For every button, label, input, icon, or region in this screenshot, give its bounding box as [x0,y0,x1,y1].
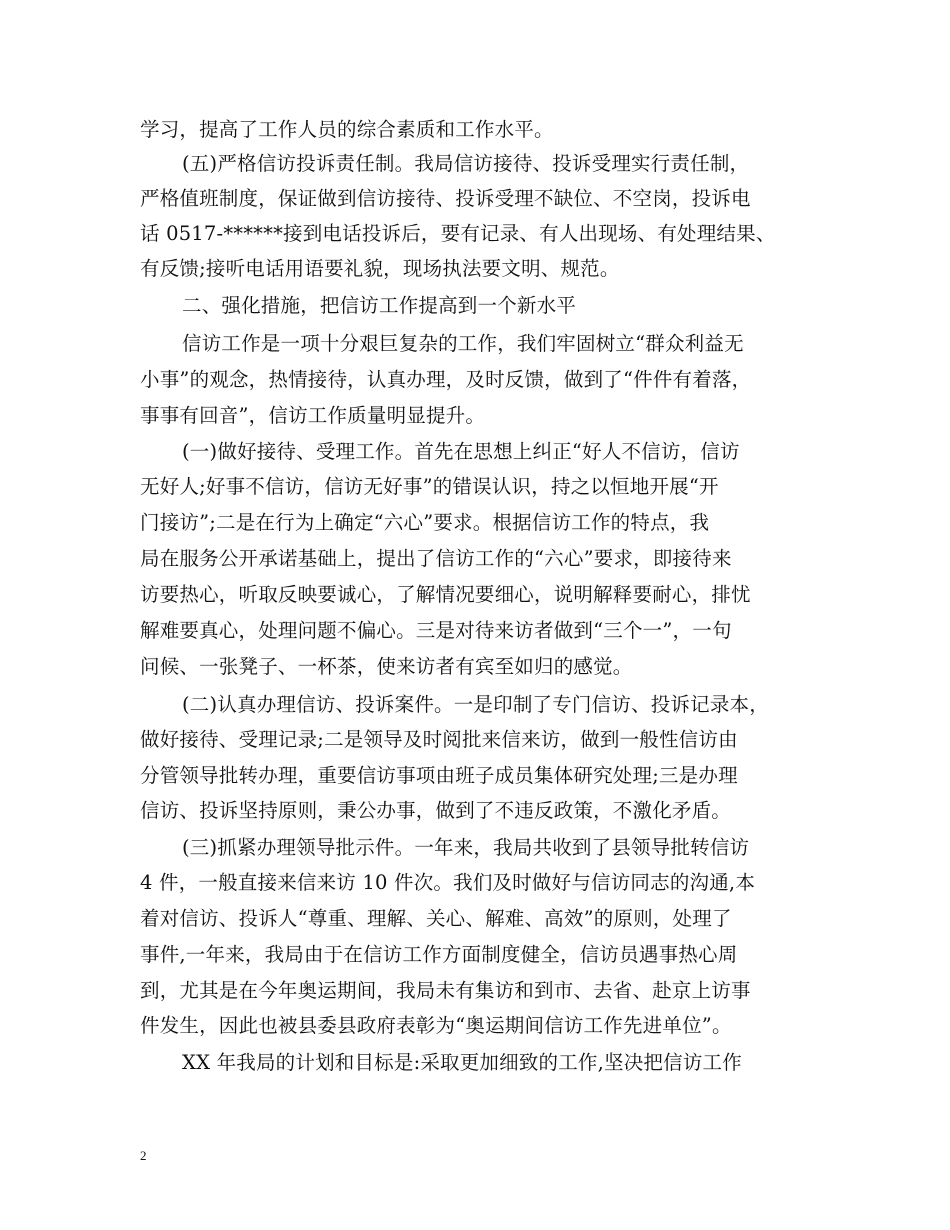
text-line: 事事有回音”，信访工作质量明显提升。 [140,404,486,427]
paragraph-heading-5: (五)严格信访投诉责任制。我局信访接待、投诉受理实行责任制， [182,152,750,175]
paragraph-start: XX 年我局的计划和目标是:采取更加细致的工作,坚决把信访工作 [182,1051,742,1074]
text-line: 门接访”;二是在行为上确定“六心”要求。根据信访工作的特点，我 [140,511,710,534]
section-heading: 二、强化措施，把信访工作提高到一个新水平 [182,294,577,317]
text-line: 问候、一张凳子、一杯茶，使来访者有宾至如归的感觉。 [140,655,633,678]
paragraph-heading-3: (三)抓紧办理领导批示件。一年来，我局共收到了县领导批转信访 [182,836,750,859]
text-line: 着对信访、投诉人“尊重、理解、关心、解难、高效”的原则，处理了 [140,907,732,930]
text-line: 严格值班制度，保证做到信访接待、投诉受理不缺位、不空岗，投诉电 [140,187,751,210]
page-number: 2 [140,1148,147,1163]
paragraph-heading-1: (一)做好接待、受理工作。首先在思想上纠正“好人不信访，信访 [182,440,740,463]
text-line: 有反馈;接听电话用语要礼貌，现场执法要文明、规范。 [140,257,620,280]
text-line: 局在服务公开承诺基础上，提出了信访工作的“六心”要求，即接待来 [140,547,732,570]
text-line: 小事”的观念，热情接待，认真办理，及时反馈，做到了“件件有着落， [140,368,752,391]
text-line: 分管领导批转办理，重要信访事项由班子成员集体研究处理;三是办理 [140,764,738,787]
text-line: 4 件，一般直接来信来访 10 件次。我们及时做好与信访同志的沟通,本 [140,871,756,894]
text-line: 访要热心，听取反映要诚心，了解情况要细心，说明解释要耐心，排忧 [140,583,751,606]
text-line: 学习，提高了工作人员的综合素质和工作水平。 [140,118,554,141]
text-line: 话 0517-******接到电话投诉后，要有记录、有人出现场、有处理结果、 [140,222,776,245]
text-line: 信访、投诉坚持原则，秉公办事，做到了不违反政策，不激化矛盾。 [140,799,732,822]
text-line: 到，尤其是在今年奥运期间，我局未有集访和到市、去省、赴京上访事 [140,979,751,1002]
paragraph-start: 信访工作是一项十分艰巨复杂的工作，我们牢固树立“群众利益无 [182,332,744,355]
paragraph-heading-2: (二)认真办理信访、投诉案件。一是印制了专门信访、投诉记录本， [182,693,769,716]
text-line: 无好人;好事不信访，信访无好事”的错误认识，持之以恒地开展“开 [140,475,719,498]
text-line: 事件,一年来，我局由于在信访工作方面制度健全，信访员遇事热心周 [140,943,738,966]
text-line: 解难要真心，处理问题不偏心。三是对待来访者做到“三个一”，一句 [140,619,732,642]
text-line: 件发生，因此也被县委县政府表彰为“奥运期间信访工作先进单位”。 [140,1014,732,1037]
text-line: 做好接待、受理记录;二是领导及时阅批来信来访，做到一般性信访由 [140,728,738,751]
